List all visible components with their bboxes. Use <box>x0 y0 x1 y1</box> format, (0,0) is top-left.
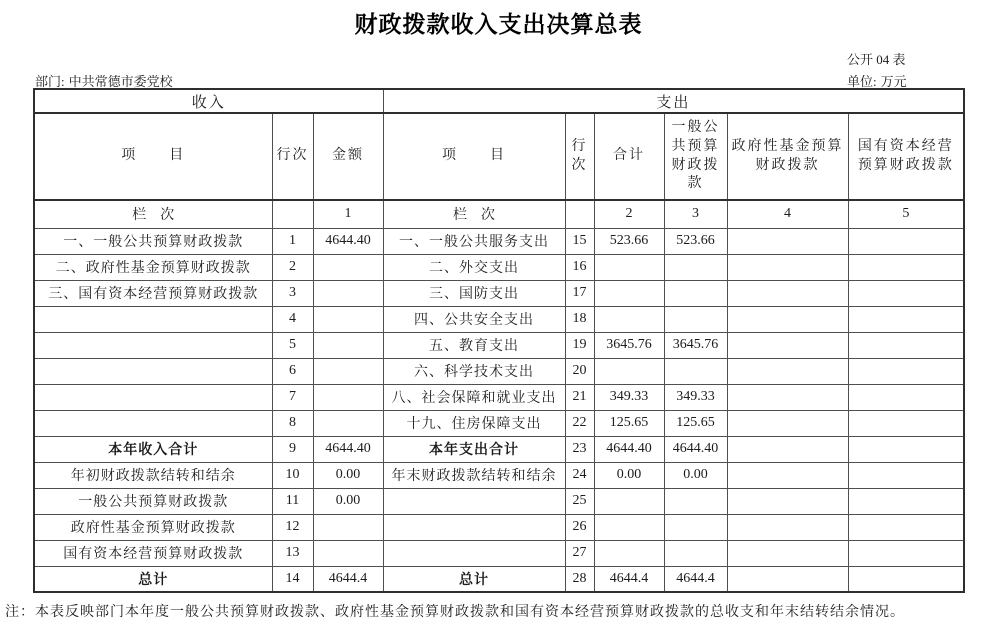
expense-gov-fund <box>727 280 848 306</box>
expense-item: 八、社会保障和就业支出 <box>383 384 565 410</box>
expense-item <box>383 514 565 540</box>
expense-gov-fund <box>727 358 848 384</box>
expense-section-label: 支出 <box>383 89 964 113</box>
expense-row-no: 23 <box>565 436 594 462</box>
expense-row-no: 27 <box>565 540 594 566</box>
expense-total <box>594 306 664 332</box>
table-row <box>34 332 964 358</box>
income-row-no: 8 <box>272 410 313 436</box>
fiscal-appropriation-table <box>33 88 965 593</box>
expense-state-capital <box>848 566 964 592</box>
income-item-header: 项 目 <box>34 113 272 200</box>
income-rowno-header: 行次 <box>272 113 313 200</box>
income-item <box>34 384 272 410</box>
expense-state-capital <box>848 540 964 566</box>
income-amount <box>313 540 383 566</box>
table-row <box>34 462 964 488</box>
expense-item: 总计 <box>383 566 565 592</box>
income-item <box>34 358 272 384</box>
income-amount <box>313 332 383 358</box>
income-amount: 4644.40 <box>313 228 383 254</box>
income-item: 年初财政拨款结转和结余 <box>34 462 272 488</box>
income-row-no: 12 <box>272 514 313 540</box>
income-row-no: 9 <box>272 436 313 462</box>
income-amount <box>313 254 383 280</box>
expense-item: 本年支出合计 <box>383 436 565 462</box>
expense-state-capital <box>848 436 964 462</box>
expense-state-capital <box>848 306 964 332</box>
expense-total <box>594 514 664 540</box>
income-item <box>34 332 272 358</box>
expense-gov-fund <box>727 436 848 462</box>
expense-general-budget <box>664 488 727 514</box>
section-header-row <box>34 89 964 113</box>
expense-general-budget: 349.33 <box>664 384 727 410</box>
expense-lane-col3: 3 <box>664 200 727 228</box>
income-item: 一、一般公共预算财政拨款 <box>34 228 272 254</box>
expense-gov-fund <box>727 540 848 566</box>
expense-row-no: 22 <box>565 410 594 436</box>
income-item <box>34 306 272 332</box>
income-amount: 0.00 <box>313 488 383 514</box>
expense-state-capital <box>848 280 964 306</box>
income-item: 二、政府性基金预算财政拨款 <box>34 254 272 280</box>
expense-row-no: 15 <box>565 228 594 254</box>
income-row-no: 13 <box>272 540 313 566</box>
income-amount: 4644.40 <box>313 436 383 462</box>
expense-row-no: 21 <box>565 384 594 410</box>
column-header-row <box>34 113 964 200</box>
expense-gov-fund <box>727 462 848 488</box>
expense-row-no: 26 <box>565 514 594 540</box>
expense-lane-col2: 2 <box>594 200 664 228</box>
income-row-no: 10 <box>272 462 313 488</box>
income-amount <box>313 280 383 306</box>
table-row <box>34 228 964 254</box>
expense-total <box>594 254 664 280</box>
expense-total <box>594 280 664 306</box>
expense-row-no: 20 <box>565 358 594 384</box>
income-amount <box>313 514 383 540</box>
income-amount: 4644.4 <box>313 566 383 592</box>
expense-item: 六、科学技术支出 <box>383 358 565 384</box>
expense-general-budget <box>664 280 727 306</box>
table-row <box>34 410 964 436</box>
expense-gov-fund <box>727 384 848 410</box>
table-row <box>34 384 964 410</box>
expense-total: 4644.4 <box>594 566 664 592</box>
income-lane-label: 栏 次 <box>34 200 272 228</box>
department-value: 中共常德市委党校 <box>68 74 173 89</box>
expense-state-capital <box>848 332 964 358</box>
table-row <box>34 306 964 332</box>
income-item: 国有资本经营预算财政拨款 <box>34 540 272 566</box>
expense-gov-fund-header: 政府性基金预算财政拨款 <box>727 113 848 200</box>
table-row <box>34 436 964 462</box>
expense-row-no: 18 <box>565 306 594 332</box>
income-row-no: 3 <box>272 280 313 306</box>
expense-total <box>594 488 664 514</box>
footnote: 注：本表反映部门本年度一般公共预算财政拨款、政府性基金预算财政拨款和国有资本经营预算财政拨款的总收支和年末结转结余情况。 <box>5 605 905 620</box>
table-row <box>34 358 964 384</box>
expense-general-budget: 3645.76 <box>664 332 727 358</box>
expense-item <box>383 540 565 566</box>
income-amount <box>313 410 383 436</box>
expense-row-no: 17 <box>565 280 594 306</box>
income-row-no: 11 <box>272 488 313 514</box>
income-item: 三、国有资本经营预算财政拨款 <box>34 280 272 306</box>
income-item: 总计 <box>34 566 272 592</box>
expense-lane-col4: 4 <box>727 200 848 228</box>
expense-general-budget-header: 一般公共预算财政拨款 <box>664 113 727 200</box>
expense-gov-fund <box>727 228 848 254</box>
expense-item <box>383 488 565 514</box>
expense-item: 二、外交支出 <box>383 254 565 280</box>
expense-general-budget <box>664 306 727 332</box>
expense-total: 3645.76 <box>594 332 664 358</box>
expense-state-capital <box>848 358 964 384</box>
expense-total: 4644.40 <box>594 436 664 462</box>
income-amount <box>313 358 383 384</box>
unit-label: 单位: <box>847 74 877 89</box>
expense-gov-fund <box>727 332 848 358</box>
expense-state-capital-header: 国有资本经营预算财政拨款 <box>848 113 964 200</box>
expense-general-budget <box>664 254 727 280</box>
expense-gov-fund <box>727 254 848 280</box>
expense-gov-fund <box>727 488 848 514</box>
unit-value: 万元 <box>880 74 907 89</box>
income-row-no: 14 <box>272 566 313 592</box>
income-lane-empty <box>272 200 313 228</box>
expense-general-budget <box>664 540 727 566</box>
expense-general-budget <box>664 358 727 384</box>
table-code: 公开 04 表 <box>847 52 906 67</box>
income-section-label: 收入 <box>34 89 383 113</box>
income-row-no: 1 <box>272 228 313 254</box>
expense-lane-col5: 5 <box>848 200 964 228</box>
page-title: 财政拨款收入支出决算总表 <box>354 11 643 37</box>
expense-lane-label: 栏 次 <box>383 200 565 228</box>
expense-item: 五、教育支出 <box>383 332 565 358</box>
expense-gov-fund <box>727 566 848 592</box>
expense-state-capital <box>848 514 964 540</box>
income-row-no: 7 <box>272 384 313 410</box>
expense-total <box>594 540 664 566</box>
expense-state-capital <box>848 410 964 436</box>
expense-total-header: 合计 <box>594 113 664 200</box>
table-row <box>34 514 964 540</box>
income-item: 本年收入合计 <box>34 436 272 462</box>
expense-item: 一、一般公共服务支出 <box>383 228 565 254</box>
expense-general-budget: 0.00 <box>664 462 727 488</box>
income-row-no: 6 <box>272 358 313 384</box>
income-amount <box>313 306 383 332</box>
expense-state-capital <box>848 462 964 488</box>
department-label: 部门: <box>35 74 65 89</box>
income-amount-header: 金额 <box>313 113 383 200</box>
table-row <box>34 254 964 280</box>
income-row-no: 5 <box>272 332 313 358</box>
expense-general-budget: 125.65 <box>664 410 727 436</box>
expense-item: 四、公共安全支出 <box>383 306 565 332</box>
expense-item-header: 项 目 <box>383 113 565 200</box>
expense-general-budget: 4644.40 <box>664 436 727 462</box>
expense-rowno-header: 行次 <box>565 113 594 200</box>
income-item <box>34 410 272 436</box>
expense-state-capital <box>848 488 964 514</box>
expense-total: 349.33 <box>594 384 664 410</box>
expense-general-budget <box>664 514 727 540</box>
expense-item: 十九、住房保障支出 <box>383 410 565 436</box>
expense-row-no: 28 <box>565 566 594 592</box>
expense-item: 三、国防支出 <box>383 280 565 306</box>
income-amount: 0.00 <box>313 462 383 488</box>
expense-general-budget: 4644.4 <box>664 566 727 592</box>
income-lane-col1: 1 <box>313 200 383 228</box>
table-row <box>34 280 964 306</box>
table-row <box>34 566 964 592</box>
table-row <box>34 540 964 566</box>
income-item: 政府性基金预算财政拨款 <box>34 514 272 540</box>
expense-gov-fund <box>727 410 848 436</box>
table-row <box>34 488 964 514</box>
income-amount <box>313 384 383 410</box>
expense-total: 0.00 <box>594 462 664 488</box>
income-row-no: 4 <box>272 306 313 332</box>
expense-row-no: 16 <box>565 254 594 280</box>
lane-number-row <box>34 200 964 228</box>
expense-gov-fund <box>727 306 848 332</box>
expense-state-capital <box>848 254 964 280</box>
income-row-no: 2 <box>272 254 313 280</box>
expense-general-budget: 523.66 <box>664 228 727 254</box>
expense-state-capital <box>848 384 964 410</box>
expense-state-capital <box>848 228 964 254</box>
expense-total <box>594 358 664 384</box>
expense-gov-fund <box>727 514 848 540</box>
expense-total: 523.66 <box>594 228 664 254</box>
income-item: 一般公共预算财政拨款 <box>34 488 272 514</box>
expense-row-no: 25 <box>565 488 594 514</box>
expense-total: 125.65 <box>594 410 664 436</box>
expense-item: 年末财政拨款结转和结余 <box>383 462 565 488</box>
expense-row-no: 19 <box>565 332 594 358</box>
expense-row-no: 24 <box>565 462 594 488</box>
expense-lane-empty <box>565 200 594 228</box>
